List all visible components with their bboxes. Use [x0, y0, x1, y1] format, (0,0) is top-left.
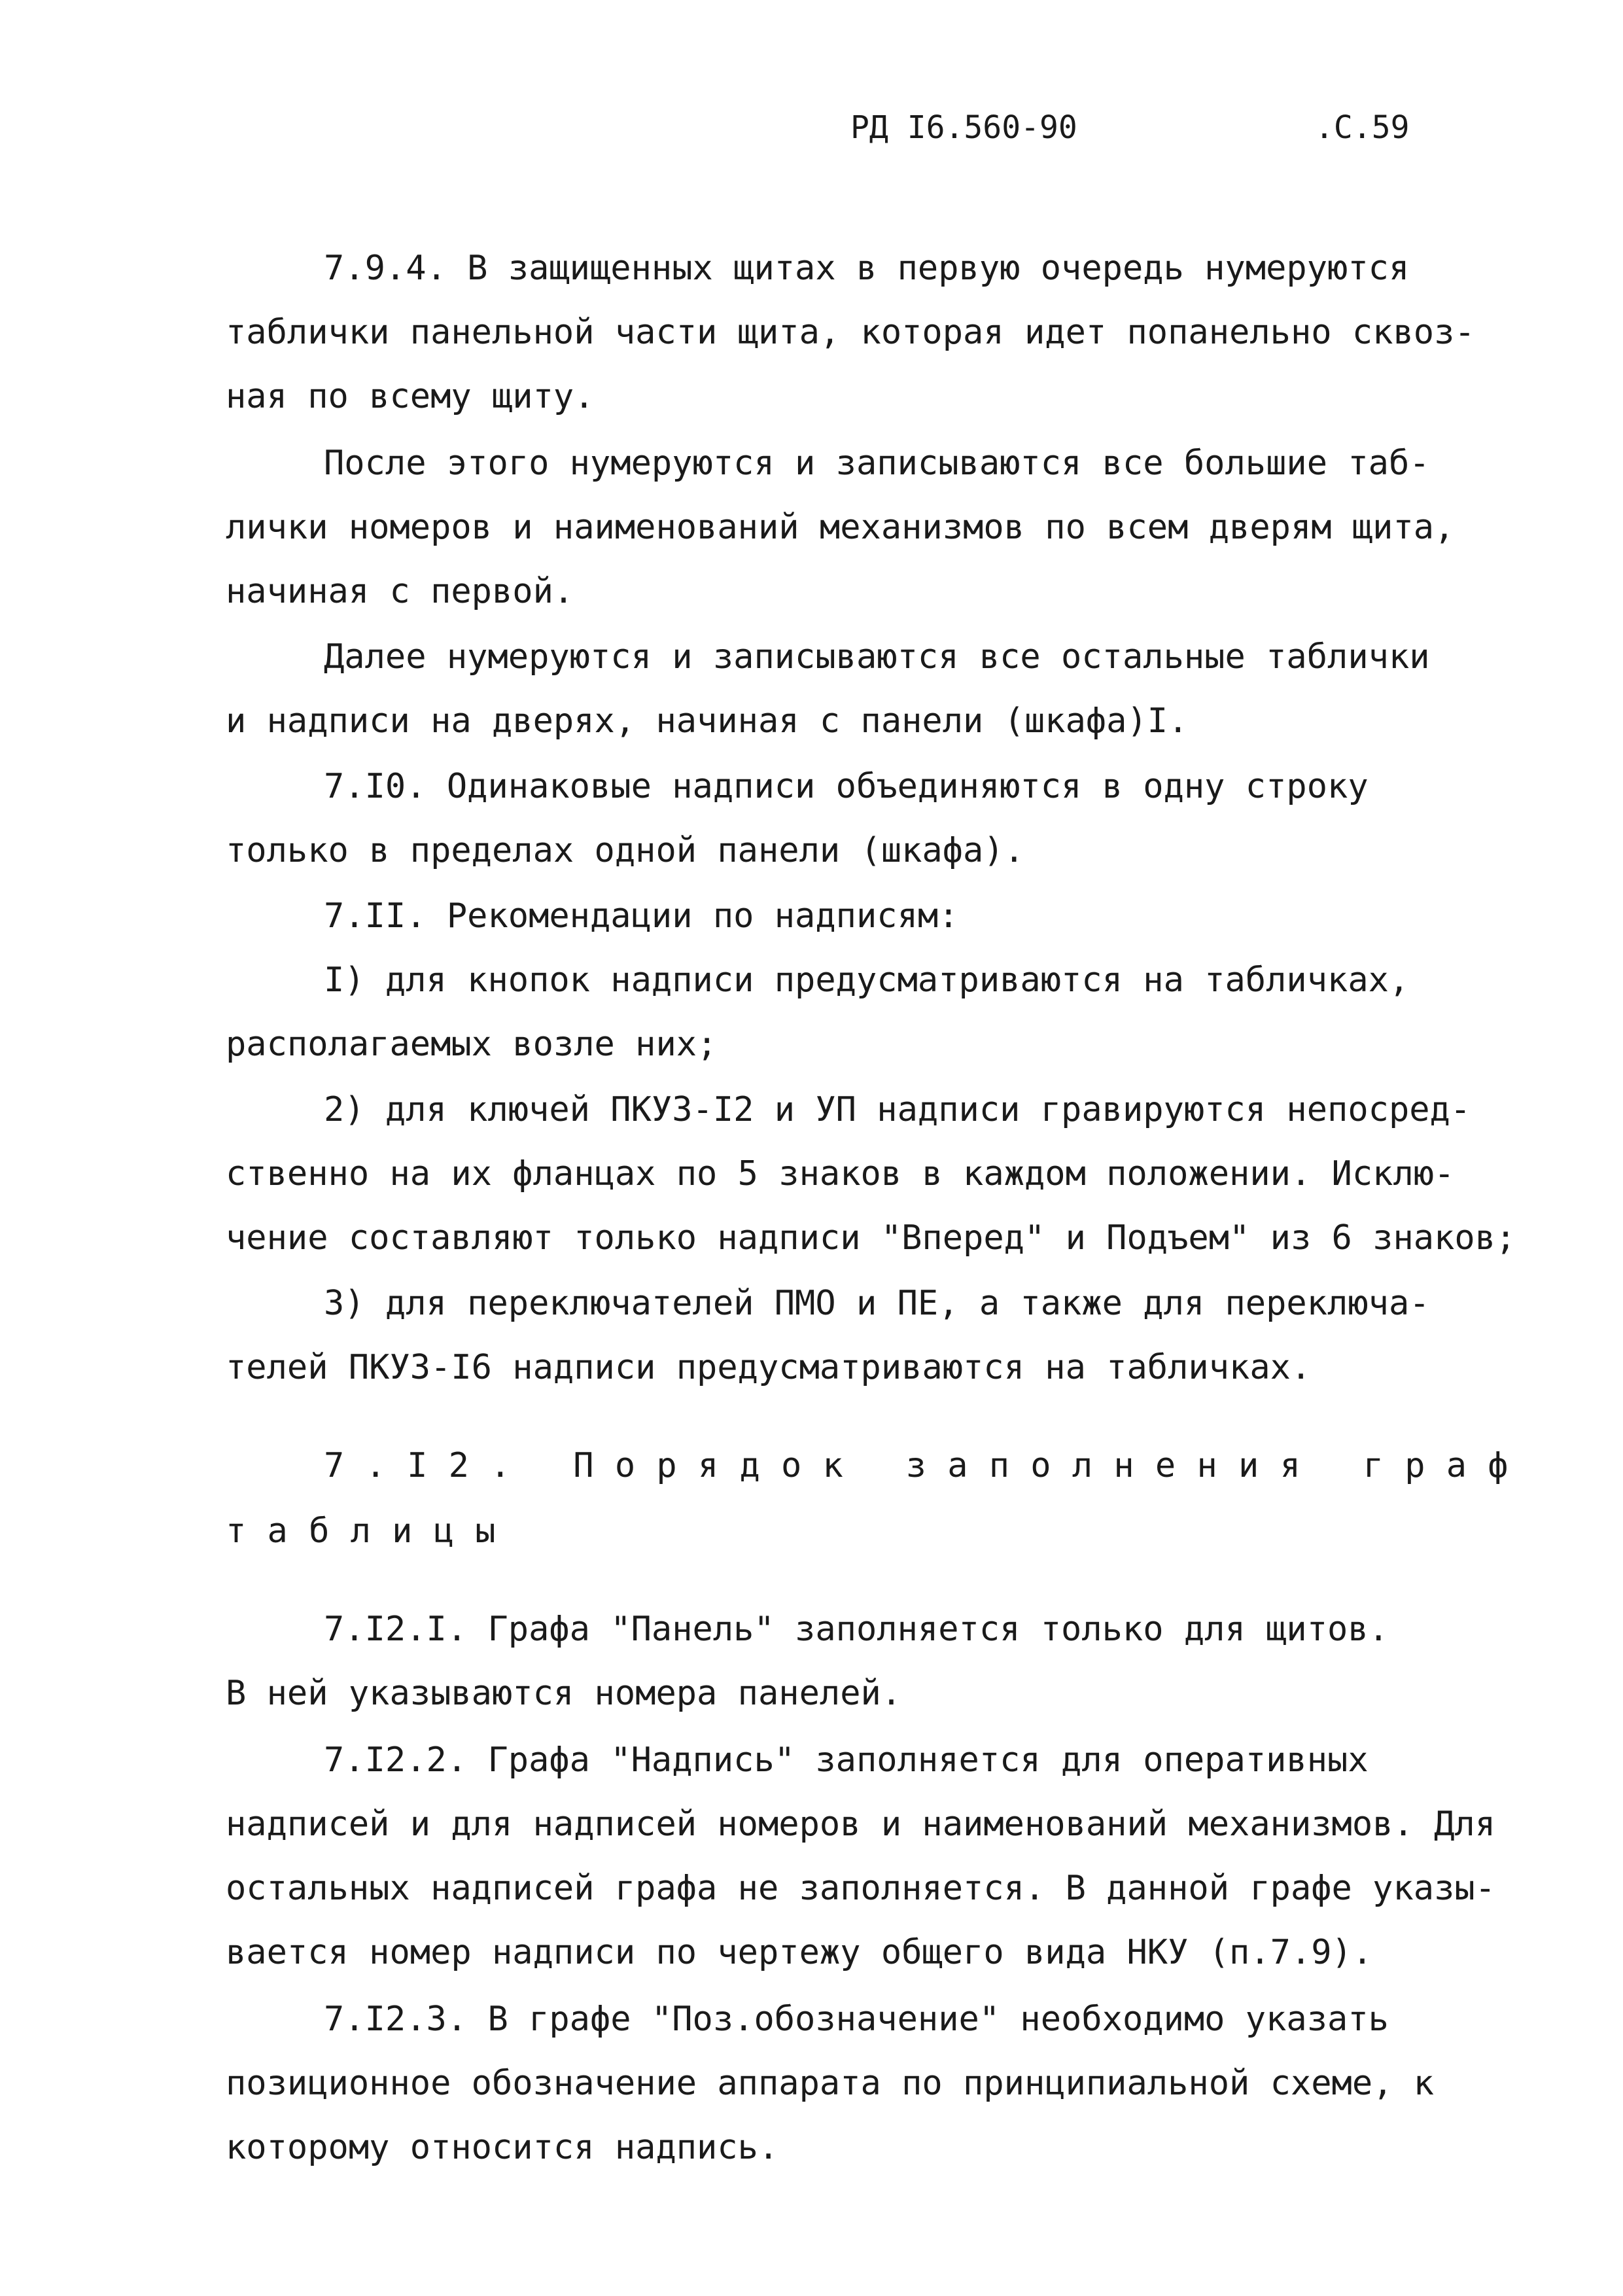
paragraph-line: позиционное обозначение аппарата по принципиальной схеме, к — [226, 2064, 1435, 2103]
paragraph-line: 7.II. Рекомендации по надписям: — [324, 896, 959, 936]
paragraph-line: таблички панельной части щита, которая идет попанельно сквоз- — [226, 313, 1475, 352]
paragraph-line: надписей и для надписей номеров и наименований механизмов. Для — [226, 1805, 1496, 1844]
paragraph-line: ная по всему щиту. — [226, 377, 595, 416]
paragraph-line: В ней указываются номера панелей. — [226, 1674, 902, 1713]
paragraph-line: 7.I2.2. Графа "Надпись" заполняется для оперативных — [324, 1740, 1369, 1780]
paragraph-line: 7.9.4. В защищенных щитах в первую очередь нумеруются — [324, 249, 1410, 288]
paragraph-line: только в пределах одной панели (шкафа). — [226, 831, 1024, 870]
paragraph-line: ственно на их фланцах по 5 знаков в каждом положении. Исклю- — [226, 1154, 1455, 1193]
paragraph-line: 3) для переключателей ПМО и ПЕ, а также для переключа- — [324, 1284, 1430, 1323]
paragraph-line: которому относится надпись. — [226, 2128, 779, 2167]
paragraph-line: 7.I2.3. В графе "Поз.обозначение" необходимо указать — [324, 2000, 1389, 2039]
paragraph-line: После этого нумеруются и записываются все большие таб- — [324, 444, 1430, 483]
paragraph-line: начиная с первой. — [226, 572, 574, 611]
paragraph-line: 2) для ключей ПКУЗ-I2 и УП надписи гравируются непосред- — [324, 1090, 1471, 1129]
page-number: .С.59 — [1315, 109, 1410, 146]
paragraph-line: чение составляют только надписи "Вперед" и Подъем" из 6 знаков; — [226, 1218, 1516, 1258]
paragraph-line: располагаемых возле них; — [226, 1025, 718, 1064]
section-heading: 7.I2. Порядок заполнения граф — [324, 1446, 1529, 1485]
document-code: РД I6.560-90 — [850, 109, 1077, 146]
paragraph-line: вается номер надписи по чертежу общего вида НКУ (п.7.9). — [226, 1933, 1373, 1972]
paragraph-line: Далее нумеруются и записываются все остальные таблички — [324, 637, 1430, 677]
paragraph-line: лички номеров и наименований механизмов по всем дверям щита, — [226, 508, 1455, 547]
paragraph-line: 7.I2.I. Графа "Панель" заполняется только для щитов. — [324, 1610, 1389, 1649]
paragraph-line: I) для кнопок надписи предусматриваются на табличках, — [324, 961, 1410, 1000]
section-heading: таблицы — [226, 1511, 517, 1551]
paragraph-line: остальных надписей графа не заполняется. В данной графе указы- — [226, 1869, 1496, 1908]
paragraph-line: и надписи на дверях, начиная с панели (шкафа)I. — [226, 701, 1189, 741]
paragraph-line: телей ПКУЗ-I6 надписи предусматриваются на табличках. — [226, 1348, 1312, 1387]
paragraph-line: 7.I0. Одинаковые надписи объединяются в одну строку — [324, 767, 1369, 806]
